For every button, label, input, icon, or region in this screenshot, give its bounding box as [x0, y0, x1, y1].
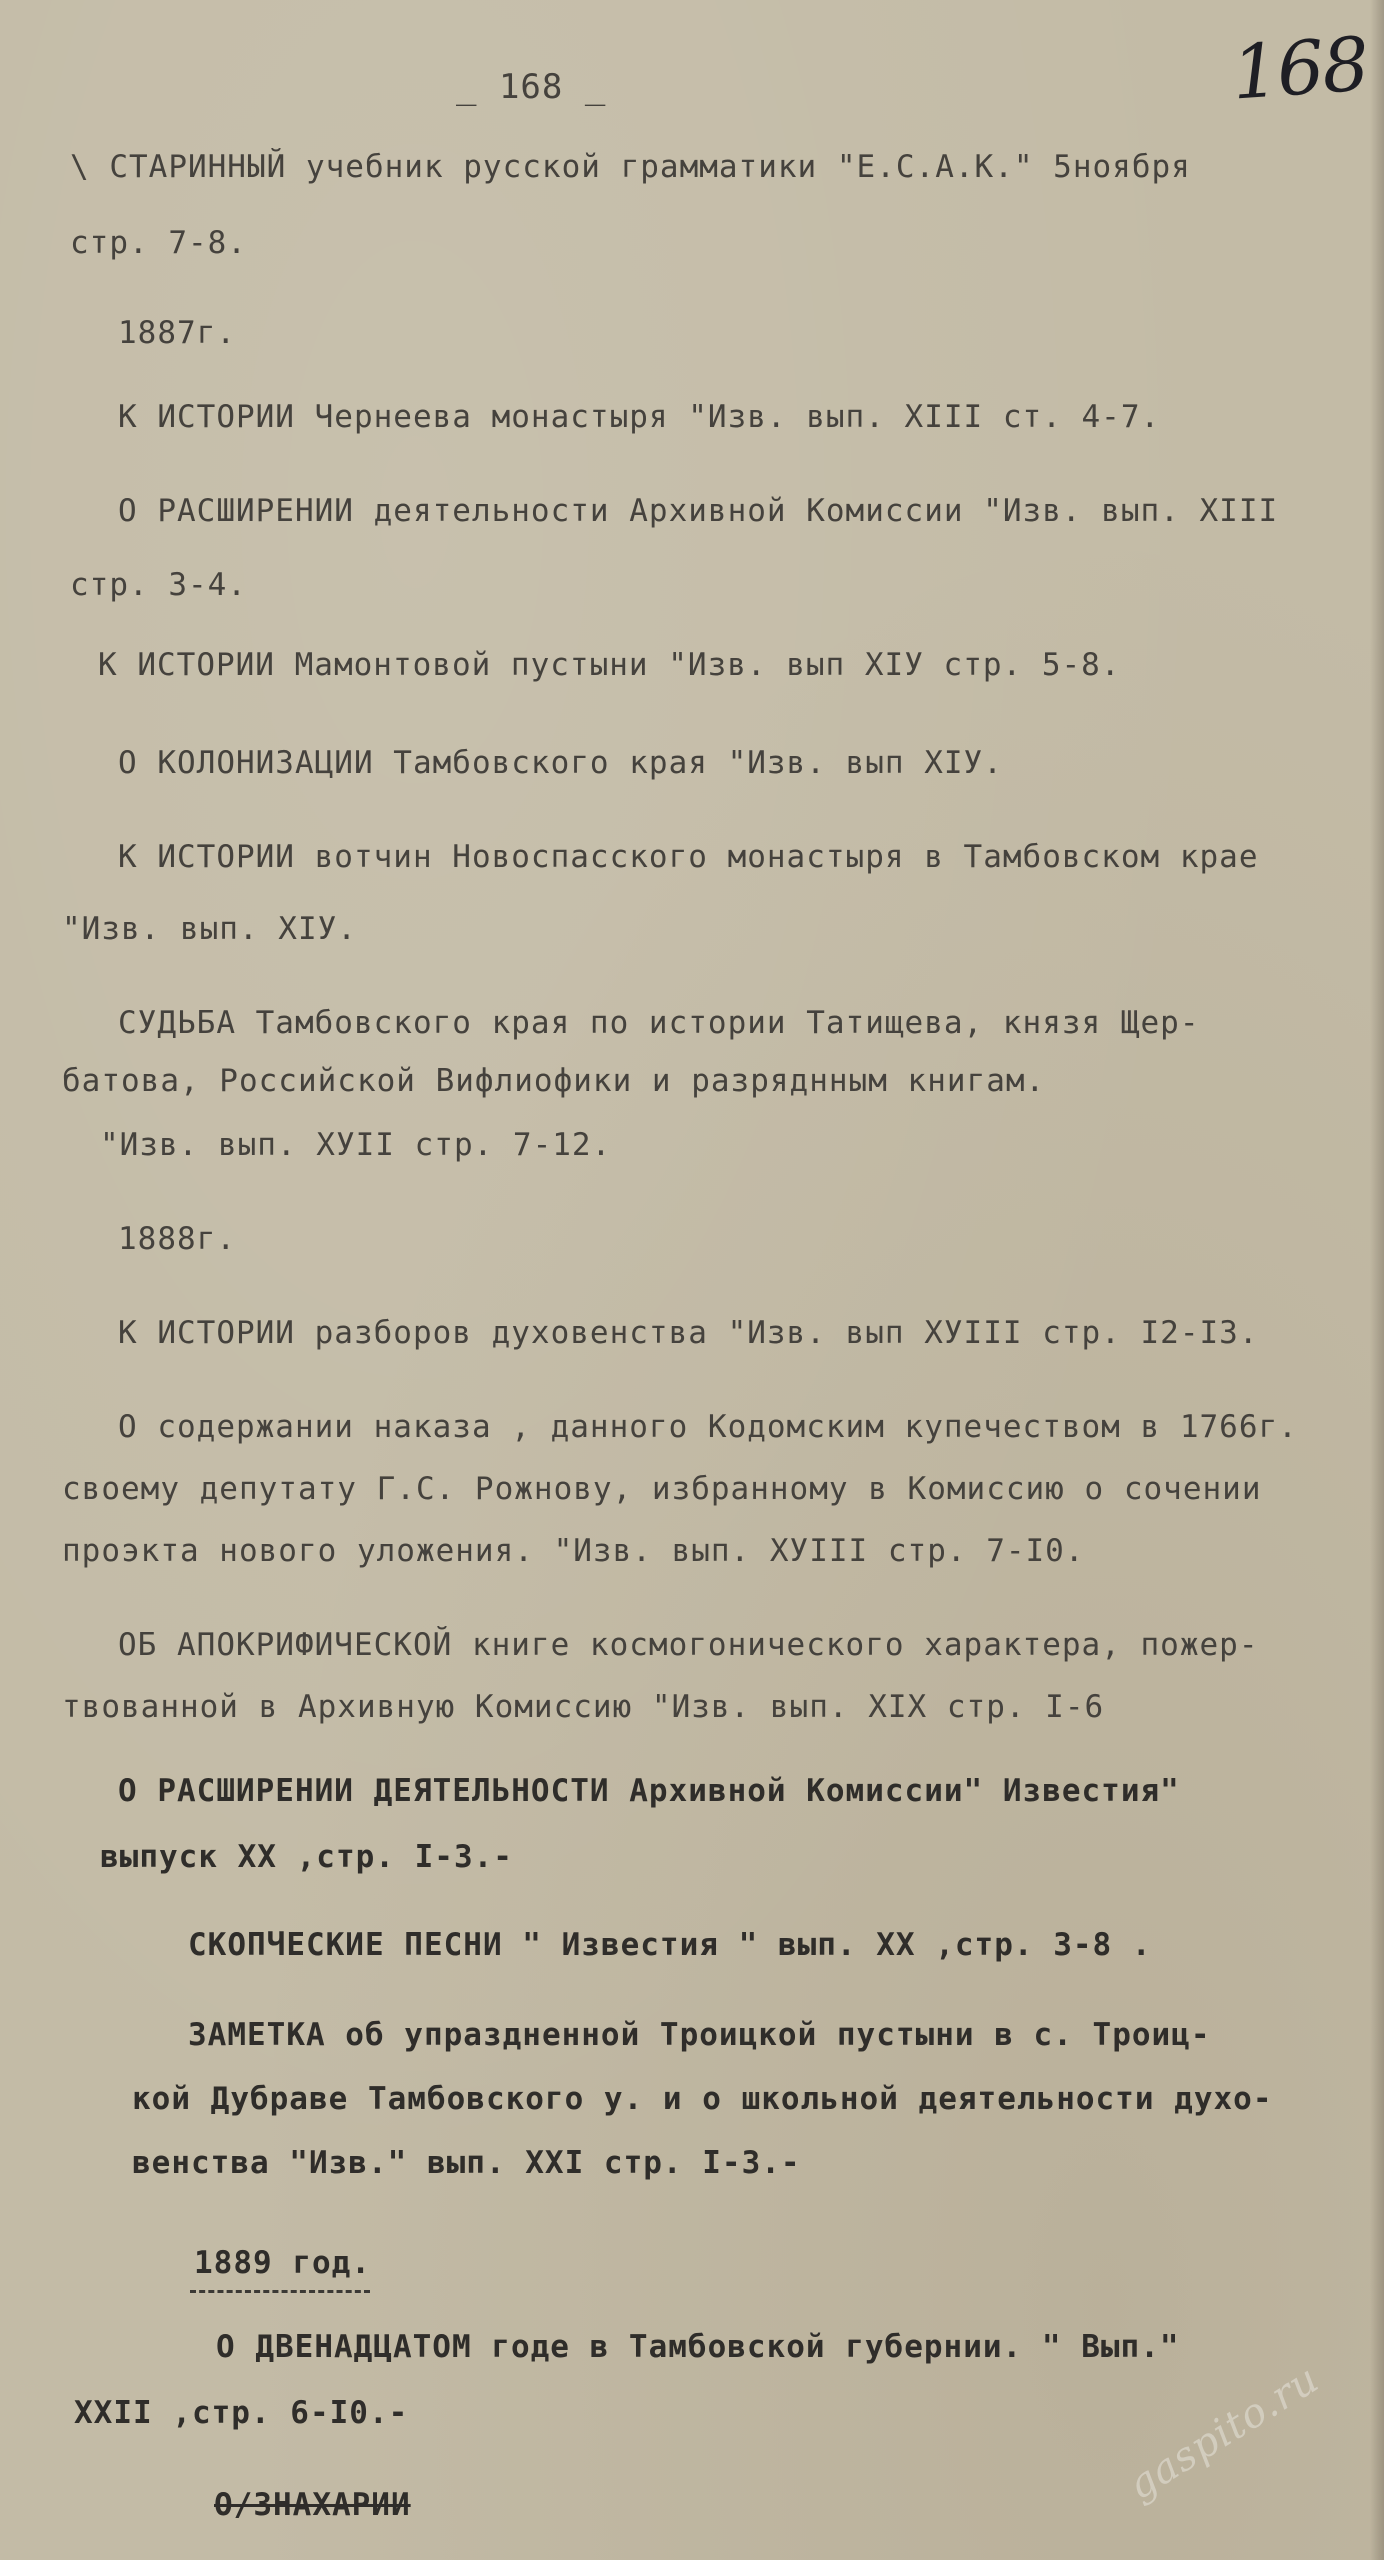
entry-line: своему депутату Г.С. Рожнову, избранному в Комиссию о сочении	[62, 1471, 1262, 1507]
entry-line: К ИСТОРИИ Чернеева монастыря "Изв. вып. XIII ст. 4-7.	[118, 399, 1161, 435]
year-heading: 1887г.	[118, 315, 236, 351]
entry-line: \ СТАРИННЫЙ учебник русской грамматики "Е.С.А.К." 5ноября	[70, 149, 1191, 185]
entry-line: СУДЬБА Тамбовского края по истории Татищева, князя Щер-	[118, 1005, 1200, 1041]
entry-line: О КОЛОНИЗАЦИИ Тамбовского края "Изв. вып XIУ.	[118, 745, 1003, 781]
year-heading: 1888г.	[118, 1221, 236, 1257]
entry-line: К ИСТОРИИ Мамонтовой пустыни "Изв. вып XIУ стр. 5-8.	[98, 647, 1121, 683]
year-heading: 1889 год.	[194, 2245, 371, 2281]
entry-line: К ИСТОРИИ вотчин Новоспасского монастыря в Тамбовском крае	[118, 839, 1259, 875]
entry-line: "Изв. вып. ХУII стр. 7-12.	[100, 1127, 612, 1163]
page-edge-shadow	[1370, 0, 1384, 2560]
entry-line: кой Дубраве Тамбовского у. и о школьной деятельности духо-	[132, 2081, 1273, 2117]
entry-line: О содержании наказа , данного Кодомским купечеством в 1766г.	[118, 1409, 1298, 1445]
entry-line: О РАСШИРЕНИИ деятельности Архивной Комиссии "Изв. вып. XIII	[118, 493, 1279, 529]
handwritten-page-number: 168	[1229, 21, 1371, 117]
entry-line: XXII ,стр. 6-I0.-	[74, 2395, 409, 2431]
entry-line: стр. 3-4.	[70, 567, 247, 603]
entry-line: "Изв. вып. XIУ.	[62, 911, 357, 947]
entry-line: О ДВЕНАДЦАТОМ годе в Тамбовской губернии. " Вып."	[216, 2329, 1180, 2365]
entry-line: ЗАМЕТКА об упраздненной Троицкой пустыни в с. Троиц-	[188, 2017, 1211, 2053]
entry-line: твованной в Архивную Комиссию "Изв. вып. XIX стр. I-6	[62, 1689, 1105, 1725]
entry-line: венства "Изв." вып. XXI стр. I-3.-	[132, 2145, 801, 2181]
entry-line: ОБ АПОКРИФИЧЕСКОЙ книге космогонического характера, пожер-	[118, 1627, 1259, 1663]
entry-line: проэкта нового уложения. "Изв. вып. ХУIII стр. 7-I0.	[62, 1533, 1085, 1569]
entry-line: О РАСШИРЕНИИ ДЕЯТЕЛЬНОСТИ Архивной Комиссии" Известия"	[118, 1773, 1180, 1809]
entry-line: К ИСТОРИИ разборов духовенства "Изв. вып ХУIII стр. I2-I3.	[118, 1315, 1259, 1351]
year-underline	[190, 2290, 370, 2293]
entry-line: батова, Российской Вифлиофики и разряднным книгам.	[62, 1063, 1046, 1099]
entry-line: СКОПЧЕСКИЕ ПЕСНИ " Известия " вып. XX ,стр. 3-8 .	[188, 1927, 1152, 1963]
entry-line-struck: О/ЗНАХАРИИ	[214, 2487, 411, 2523]
watermark: gaspito.ru	[1120, 2355, 1328, 2510]
entry-line: выпуск XX ,стр. I-3.-	[100, 1839, 513, 1875]
page-number: _ 168 _	[456, 67, 607, 107]
entry-line: стр. 7-8.	[70, 225, 247, 261]
